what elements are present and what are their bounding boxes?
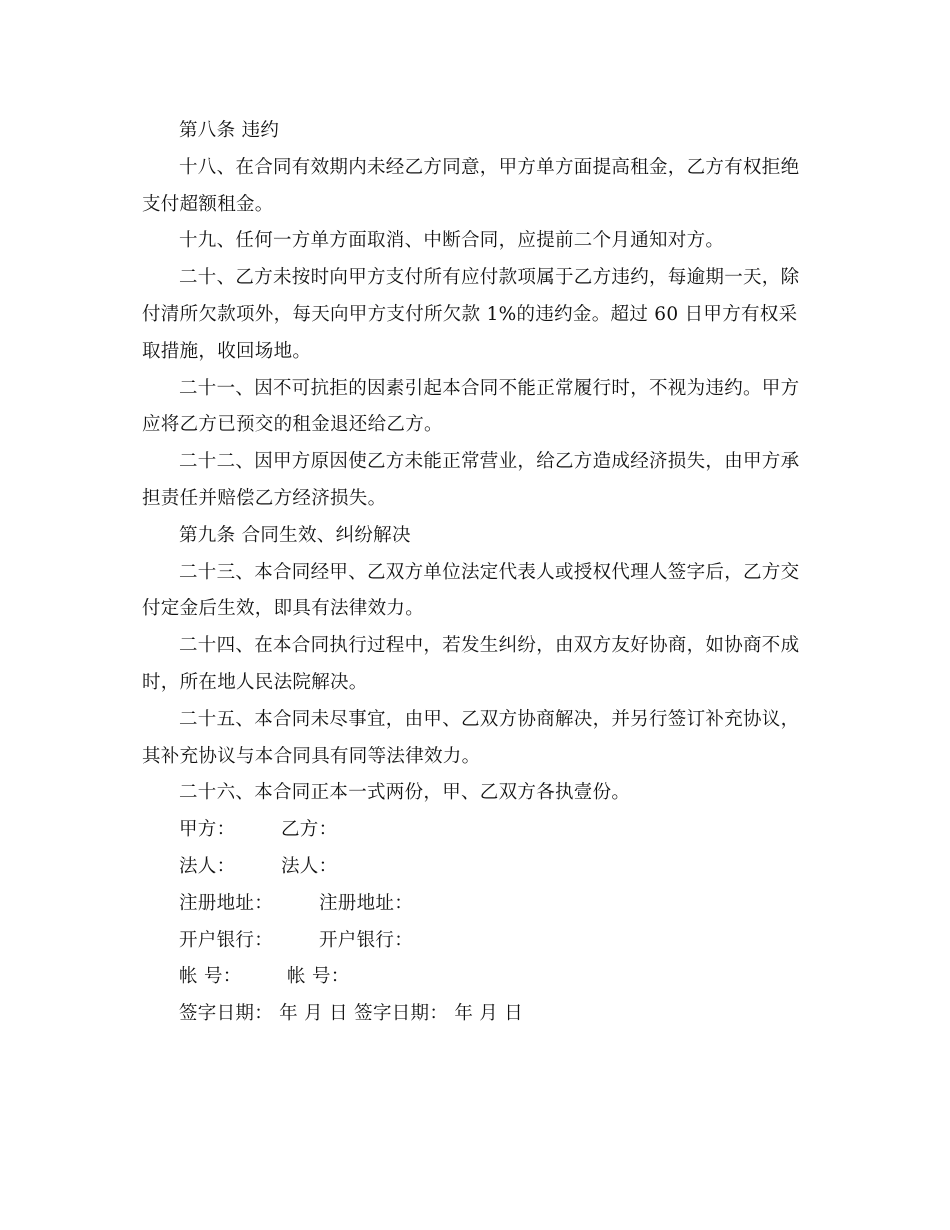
contract-body	[142, 113, 810, 1033]
registered-address-a-label: 注册地址：	[179, 892, 274, 914]
clause-26: 二十六、本合同正本一式两份，甲、乙双方各执壹份。	[179, 782, 631, 804]
clause-25: 二十五、本合同未尽事宜，由甲、乙双方协商解决，并另行签订补充协议，其补充协议与本合同具有同等法律效力。	[142, 708, 800, 767]
section-heading-article-8: 第八条 违约	[179, 120, 280, 141]
signature-row-date	[142, 996, 810, 1033]
legal-person-b-label: 法人：	[281, 855, 338, 877]
signature-row-bank	[142, 923, 810, 960]
signature-row-address	[142, 886, 810, 923]
clause-21: 二十一、因不可抗拒的因素引起本合同不能正常履行时，不视为违约。甲方应将乙方已预交的租金退还给乙方。	[142, 377, 800, 436]
sign-date-b-label: 签字日期： 年 月 日	[354, 1003, 524, 1025]
sign-date-a-label: 签字日期： 年 月 日	[179, 1003, 348, 1025]
section-heading-article-9: 第九条 合同生效、纠纷解决	[179, 524, 411, 546]
clause-22: 二十二、因甲方原因使乙方未能正常营业，给乙方造成经济损失，由甲方承担责任并赔偿乙方经济损失。	[142, 451, 800, 509]
clause-23: 二十三、本合同经甲、乙双方单位法定代表人或授权代理人签字后，乙方交付定金后生效，即具有法律效力。	[142, 561, 800, 620]
bank-b-label: 开户银行：	[319, 929, 414, 951]
signature-row-party	[142, 812, 810, 849]
clause-19: 十九、任何一方单方面取消、中断合同，应提前二个月通知对方。	[179, 230, 725, 252]
legal-person-a-label: 法人：	[179, 855, 236, 877]
bank-a-label: 开户银行：	[179, 929, 274, 951]
clause-24: 二十四、在本合同执行过程中，若发生纠纷，由双方友好协商，如协商不成时，所在地人民法院解决。	[142, 635, 800, 693]
account-a-label: 帐 号：	[179, 966, 242, 988]
signature-row-account	[142, 959, 810, 996]
clause-20: 二十、乙方未按时向甲方支付所有应付款项属于乙方违约，每逾期一天，除付清所欠款项外，每天向甲方支付所欠款 1%的违约金。超过 60 日甲方有权采取措施，收回场地。	[142, 267, 800, 362]
clause-18: 十八、在合同有效期内未经乙方同意，甲方单方面提高租金，乙方有权拒绝支付超额租金。	[142, 156, 800, 215]
party-b-label: 乙方：	[281, 819, 338, 841]
party-a-label: 甲方：	[179, 819, 236, 841]
account-b-label: 帐 号：	[287, 966, 350, 988]
registered-address-b-label: 注册地址：	[319, 892, 414, 914]
signature-row-legal	[142, 849, 810, 886]
